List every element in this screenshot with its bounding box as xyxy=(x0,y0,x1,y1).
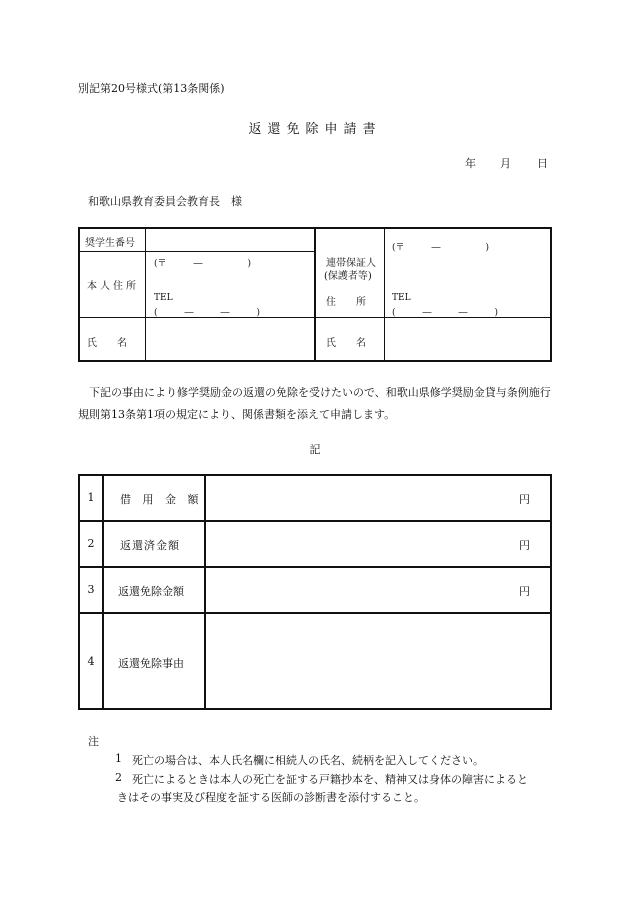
details-table xyxy=(78,474,552,710)
applicant-table xyxy=(78,227,552,362)
borrowed-amount-field[interactable] xyxy=(208,478,548,518)
notes-heading: 注 xyxy=(88,735,99,748)
guarantor-address-label: 住 所 xyxy=(326,297,366,308)
date-year-label: 年 xyxy=(465,157,476,170)
note-1: 死亡の場合は、本人氏名欄に相続人の氏名、続柄を記入してください。 xyxy=(132,754,484,767)
guarantor-name-label: 氏 名 xyxy=(326,338,366,349)
ki-heading: 記 xyxy=(309,443,321,456)
item-number: 3 xyxy=(87,583,95,596)
item-label-borrowed: 借 用 金 額 xyxy=(120,493,203,506)
item-number: 1 xyxy=(87,491,95,504)
guarantor-postal-field[interactable]: (〒 ― ) xyxy=(392,243,490,253)
item-label-repaid: 返還済金額 xyxy=(120,539,180,552)
note-2-line-1: 死亡によるときは本人の死亡を証する戸籍抄本を、精神又は身体の障害によると xyxy=(132,773,528,786)
yen-unit: 円 xyxy=(519,539,530,552)
guarantor-tel-field[interactable]: ( ― ― ) xyxy=(392,308,499,318)
repaid-amount-field[interactable] xyxy=(208,524,548,564)
guarantor-name-field[interactable] xyxy=(392,323,548,357)
postal-code-field[interactable]: (〒 ― ) xyxy=(154,259,252,269)
note-2-number: 2 xyxy=(115,771,122,784)
name-label: 氏 名 xyxy=(87,338,127,349)
address-label: 本人住所 xyxy=(87,281,139,292)
scholar-number-field[interactable] xyxy=(154,230,312,250)
note-2-line-2: きはその事実及び程度を証する医師の診断書を添付すること。 xyxy=(117,791,425,804)
item-number: 2 xyxy=(87,537,95,550)
tel-field[interactable]: ( ― ― ) xyxy=(154,308,261,318)
name-field[interactable] xyxy=(154,323,312,357)
tel-label: TEL xyxy=(154,293,173,303)
date-day-label: 日 xyxy=(537,157,548,170)
addressee: 和歌山県教育委員会教育長 様 xyxy=(88,195,242,208)
exempt-amount-field[interactable] xyxy=(208,570,548,610)
yen-unit: 円 xyxy=(519,493,530,506)
date-month-label: 月 xyxy=(500,157,511,170)
request-statement: 下記の事由により修学奨励金の返還の免除を受けたいので、和歌山県修学奨励金貸与条例施行規則第13条第1項の規定により、関係書類を添えて申請します。 xyxy=(78,386,551,421)
form-number: 別記第20号様式(第13条関係) xyxy=(78,82,225,95)
item-label-exempt-amount: 返還免除金額 xyxy=(118,585,184,598)
guarantor-tel-label: TEL xyxy=(392,293,411,303)
item-label-exempt-reason: 返還免除事由 xyxy=(118,657,184,670)
scholar-number-label: 奨学生番号 xyxy=(85,238,135,249)
note-1-number: 1 xyxy=(115,752,122,765)
item-number: 4 xyxy=(87,655,95,668)
guarantor-sub-label: (保護者等) xyxy=(324,271,372,282)
page-title: 返還免除申請書 xyxy=(248,122,382,137)
guarantor-label: 連帯保証人 xyxy=(326,258,376,269)
yen-unit: 円 xyxy=(519,585,530,598)
exempt-reason-field[interactable] xyxy=(208,616,548,706)
